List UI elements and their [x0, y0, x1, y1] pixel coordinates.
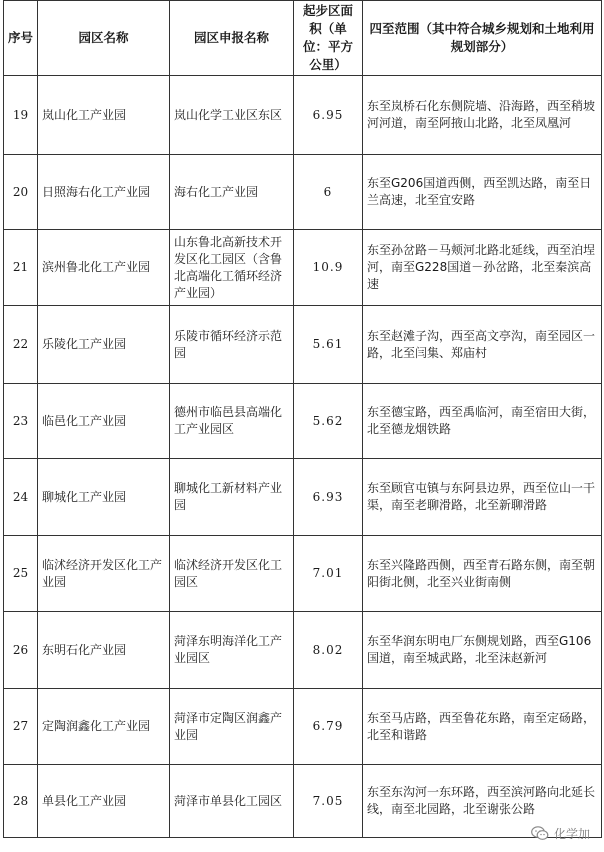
- cell-area: 6.79: [294, 689, 363, 765]
- header-no: 序号: [4, 1, 38, 76]
- cell-area: 7.05: [294, 765, 363, 838]
- parks-table: [3, 0, 602, 838]
- table-row: [4, 536, 602, 612]
- cell-name: 临邑化工产业园: [38, 384, 170, 459]
- wechat-icon: [531, 826, 549, 841]
- header-area: 起步区面积（单位：平方公里）: [294, 1, 363, 76]
- cell-name: 单县化工产业园: [38, 765, 170, 838]
- cell-area: 5.61: [294, 306, 363, 384]
- cell-apply: 德州市临邑县高端化工产业园区: [170, 384, 294, 459]
- cell-apply: 临沭经济开发区化工园区: [170, 536, 294, 612]
- cell-area: 7.01: [294, 536, 363, 612]
- cell-no: 25: [4, 536, 38, 612]
- cell-apply: 岚山化学工业区东区: [170, 76, 294, 155]
- cell-range: 东至G206国道西侧，西至凯达路，南至日兰高速，北至宜安路: [363, 155, 602, 230]
- cell-name: 聊城化工产业园: [38, 459, 170, 536]
- table-row: [4, 384, 602, 459]
- cell-range: 东至东沟河一东环路，西至滨河路向北延长线，南至北园路，北至谢张公路: [363, 765, 602, 838]
- cell-name: 滨州鲁北化工产业园: [38, 230, 170, 306]
- cell-range: 东至德宝路，西至禹临河，南至宿田大街，北至德龙烟铁路: [363, 384, 602, 459]
- cell-name: 日照海右化工产业园: [38, 155, 170, 230]
- watermark: [531, 825, 590, 842]
- cell-apply: 菏泽市单县化工园区: [170, 765, 294, 838]
- header-range: 四至范围（其中符合城乡规划和土地利用规划部分）: [363, 1, 602, 76]
- cell-range: 东至孙岔路－马颊河北路北延线，西至泊埕河，南至G228国道－孙岔路，北至秦滨高速: [363, 230, 602, 306]
- cell-area: 10.9: [294, 230, 363, 306]
- header-apply: 园区申报名称: [170, 1, 294, 76]
- cell-apply: 菏泽市定陶区润鑫产业园: [170, 689, 294, 765]
- table-row: [4, 459, 602, 536]
- cell-no: 19: [4, 76, 38, 155]
- cell-no: 22: [4, 306, 38, 384]
- cell-range: 东至马店路，西至鲁花东路，南至定砀路，北至和谐路: [363, 689, 602, 765]
- header-name: 园区名称: [38, 1, 170, 76]
- table-row: [4, 155, 602, 230]
- watermark-text: 化学加: [553, 827, 590, 841]
- cell-no: 24: [4, 459, 38, 536]
- cell-area: 6: [294, 155, 363, 230]
- cell-name: 岚山化工产业园: [38, 76, 170, 155]
- cell-apply: 乐陵市循环经济示范园: [170, 306, 294, 384]
- cell-no: 21: [4, 230, 38, 306]
- cell-name: 乐陵化工产业园: [38, 306, 170, 384]
- cell-area: 6.93: [294, 459, 363, 536]
- cell-range: 东至华润东明电厂东侧规划路，西至G106国道，南至城武路，北至沫赵新河: [363, 612, 602, 689]
- table-row: [4, 689, 602, 765]
- table-row: [4, 765, 602, 838]
- cell-name: 临沭经济开发区化工产业园: [38, 536, 170, 612]
- table-row: [4, 76, 602, 155]
- cell-no: 27: [4, 689, 38, 765]
- cell-range: 东至赵滩子沟，西至高文亭沟，南至园区一路，北至闫集、郑庙村: [363, 306, 602, 384]
- table-row: [4, 230, 602, 306]
- cell-apply: 海右化工产业园: [170, 155, 294, 230]
- cell-no: 23: [4, 384, 38, 459]
- cell-no: 20: [4, 155, 38, 230]
- table-header: [4, 1, 602, 76]
- cell-apply: 聊城化工新材料产业园: [170, 459, 294, 536]
- cell-range: 东至兴隆路西侧，西至青石路东侧，南至朝阳街北侧，北至兴业街南侧: [363, 536, 602, 612]
- cell-apply: 山东鲁北高新技术开发区化工园区（含鲁北高端化工循环经济产业园）: [170, 230, 294, 306]
- cell-name: 定陶润鑫化工产业园: [38, 689, 170, 765]
- cell-name: 东明石化产业园: [38, 612, 170, 689]
- cell-apply: 菏泽东明海洋化工产业园区: [170, 612, 294, 689]
- cell-range: 东至顾官屯镇与东阿县边界，西至位山一干渠，南至老聊滑路，北至新聊滑路: [363, 459, 602, 536]
- cell-area: 6.95: [294, 76, 363, 155]
- cell-no: 28: [4, 765, 38, 838]
- cell-area: 8.02: [294, 612, 363, 689]
- cell-range: 东至岚桥石化东侧院墙、沿海路，西至稍坡河河道，南至阿掖山北路，北至凤凰河: [363, 76, 602, 155]
- cell-area: 5.62: [294, 384, 363, 459]
- table-row: [4, 306, 602, 384]
- cell-no: 26: [4, 612, 38, 689]
- table-row: [4, 612, 602, 689]
